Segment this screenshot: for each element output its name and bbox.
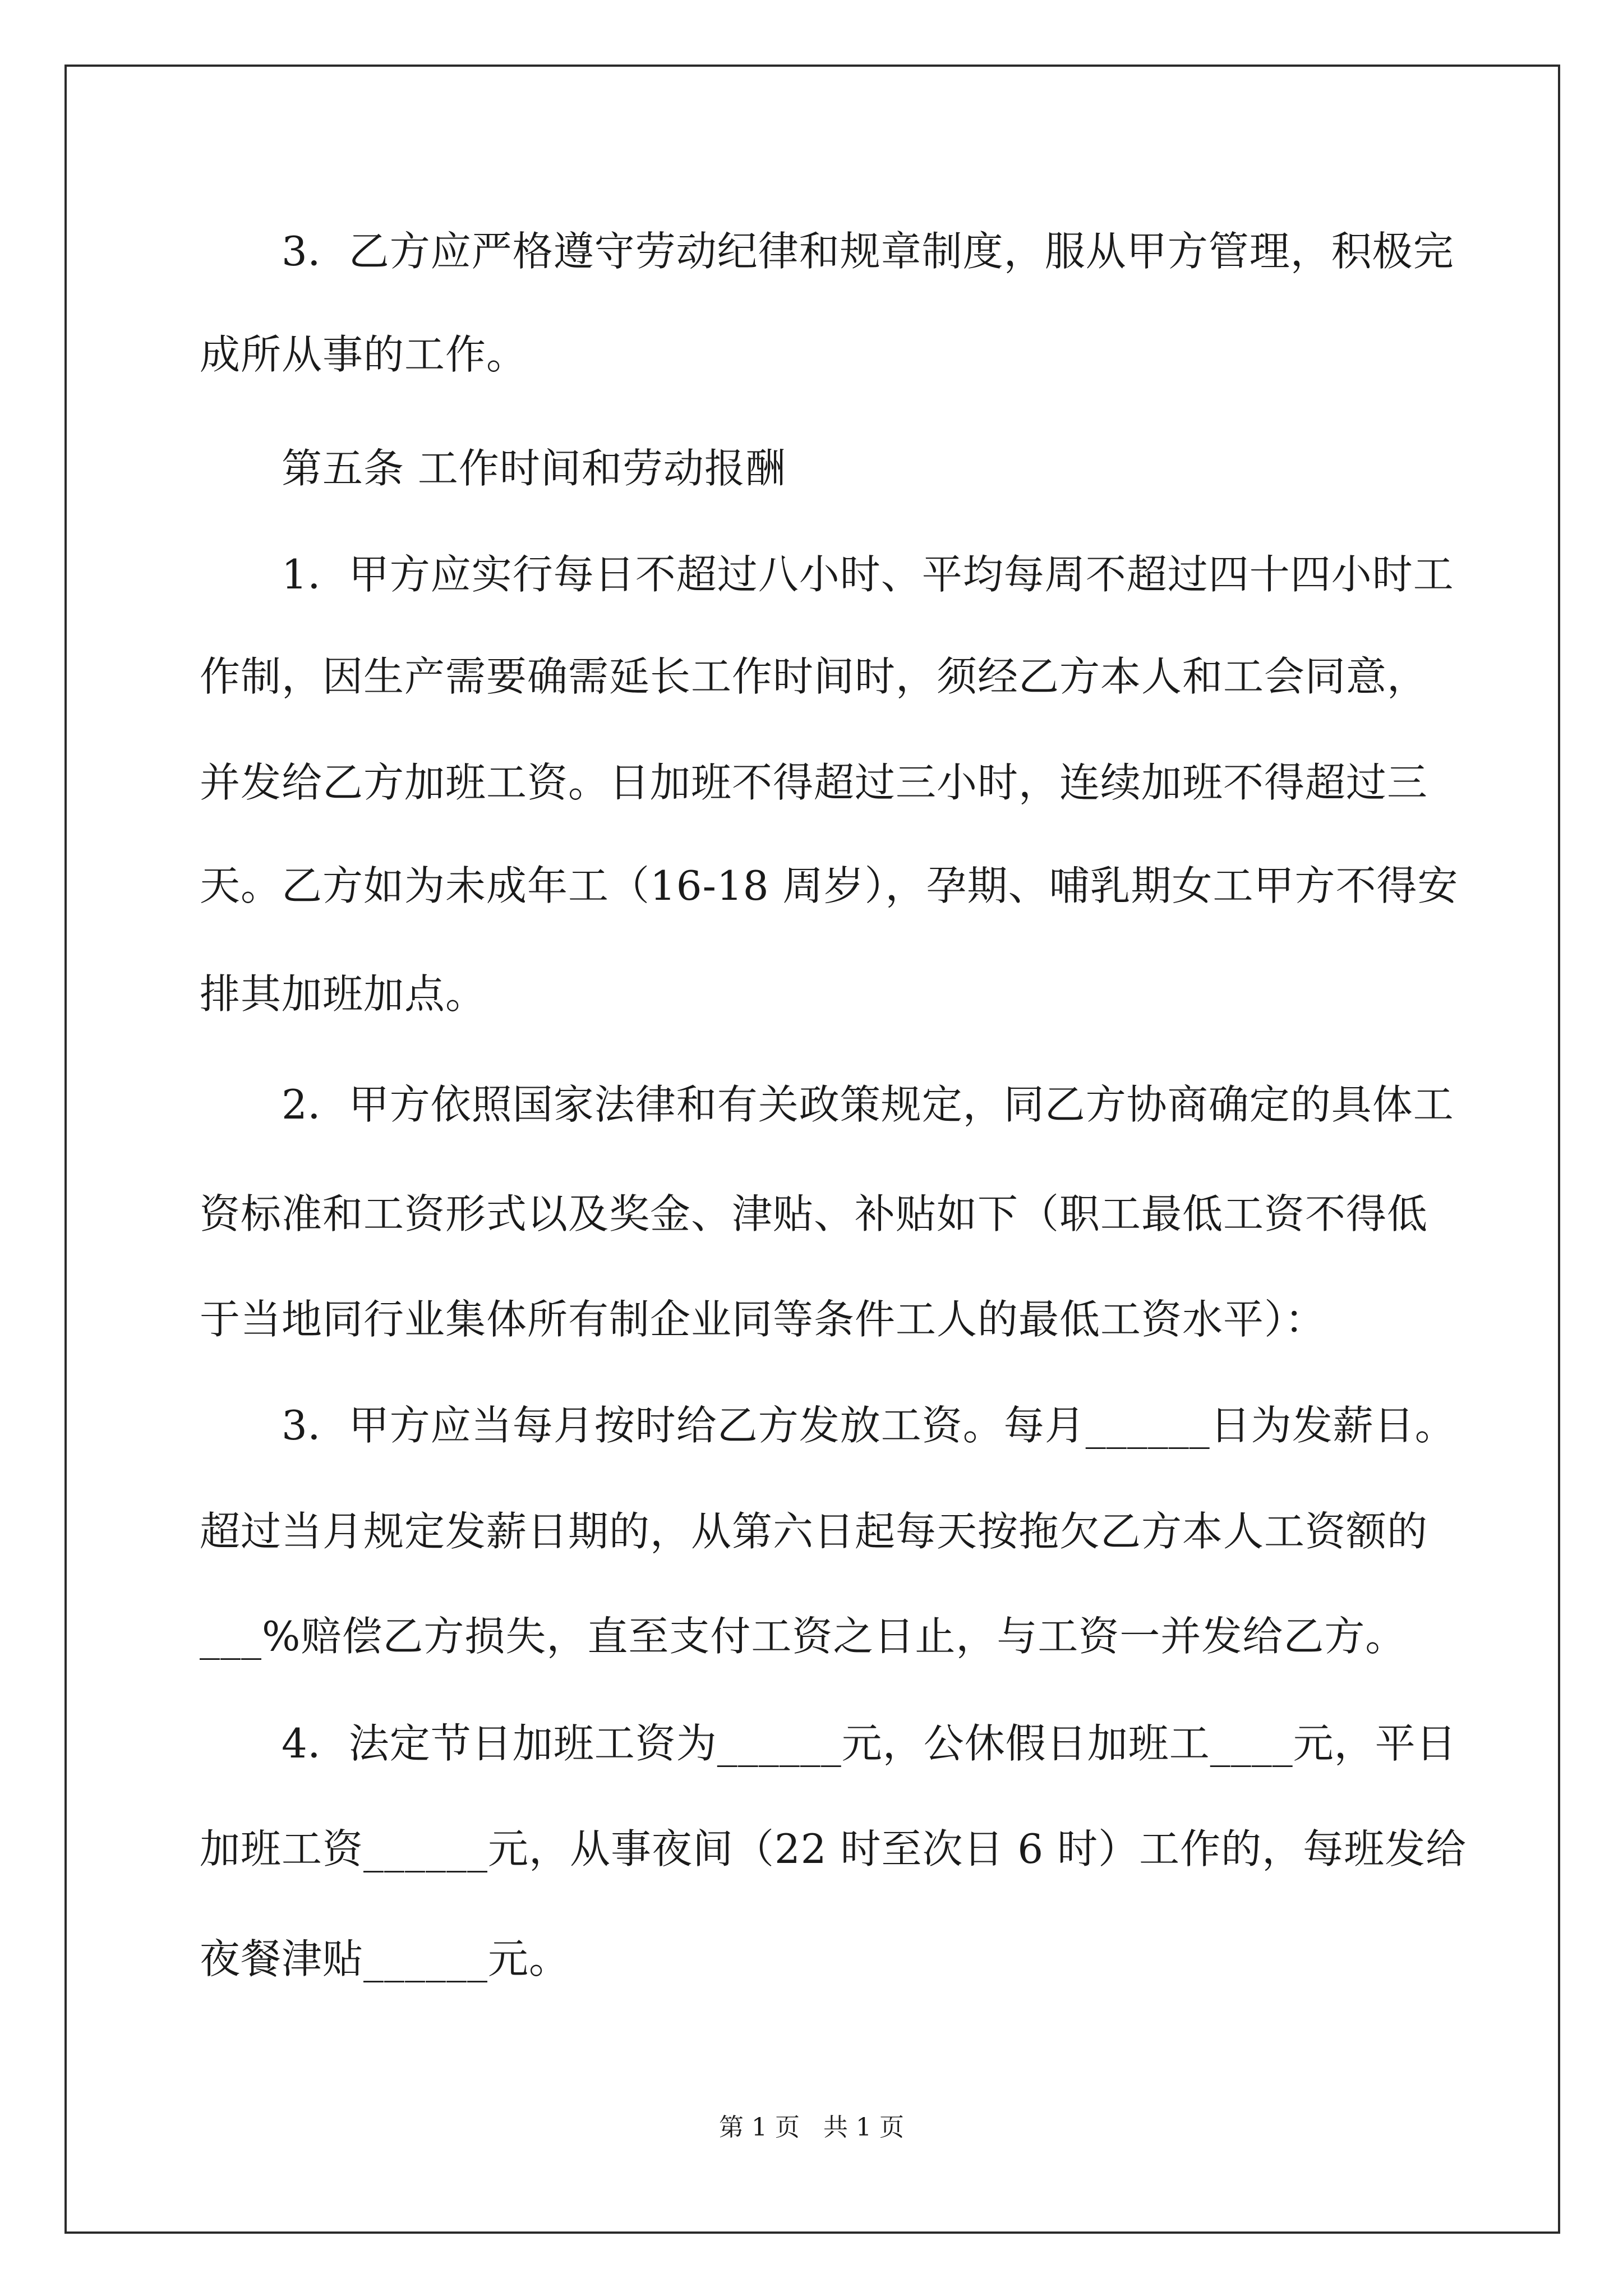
paragraph-line: 作制，因生产需要确需延长工作时间时，须经乙方本人和工会同意， — [200, 653, 1428, 700]
paragraph-line: 天。乙方如为未成年工（16-18 周岁），孕期、哺乳期女工甲方不得安 — [200, 862, 1459, 909]
paragraph-line: 4．法定节日加班工资为______元，公休假日加班工____元，平日 — [282, 1720, 1457, 1767]
paragraph-line: 3．甲方应当每月按时给乙方发放工资。每月______日为发薪日。 — [282, 1402, 1456, 1449]
paragraph-line: 夜餐津贴______元。 — [200, 1935, 570, 1982]
paragraph-line: 2．甲方依照国家法律和有关政策规定，同乙方协商确定的具体工 — [282, 1081, 1454, 1128]
paragraph-line: 3．乙方应严格遵守劳动纪律和规章制度，服从甲方管理，积极完 — [282, 228, 1454, 275]
paragraph-line: 1．甲方应实行每日不超过八小时、平均每周不超过四十四小时工 — [282, 551, 1454, 598]
paragraph-line: ___%赔偿乙方损失，直至支付工资之日止，与工资一并发给乙方。 — [200, 1613, 1407, 1660]
paragraph-line: 排其加班加点。 — [200, 970, 487, 1018]
paragraph-line: 超过当月规定发薪日期的，从第六日起每天按拖欠乙方本人工资额的 — [200, 1508, 1428, 1555]
page-number-footer: 第 1 页 共 1 页 — [719, 2113, 904, 2142]
page-border — [64, 65, 1560, 2234]
paragraph-line: 加班工资______元，从事夜间（22 时至次日 6 时）工作的，每班发给 — [200, 1825, 1467, 1872]
paragraph-line: 成所从事的工作。 — [200, 331, 528, 378]
section-heading: 第五条 工作时间和劳动报酬 — [282, 445, 786, 492]
paragraph-line: 资标准和工资形式以及奖金、津贴、补贴如下（职工最低工资不得低 — [200, 1190, 1428, 1237]
paragraph-line: 于当地同行业集体所有制企业同等条件工人的最低工资水平）： — [200, 1296, 1326, 1343]
paragraph-line: 并发给乙方加班工资。日加班不得超过三小时，连续加班不得超过三 — [200, 759, 1428, 806]
